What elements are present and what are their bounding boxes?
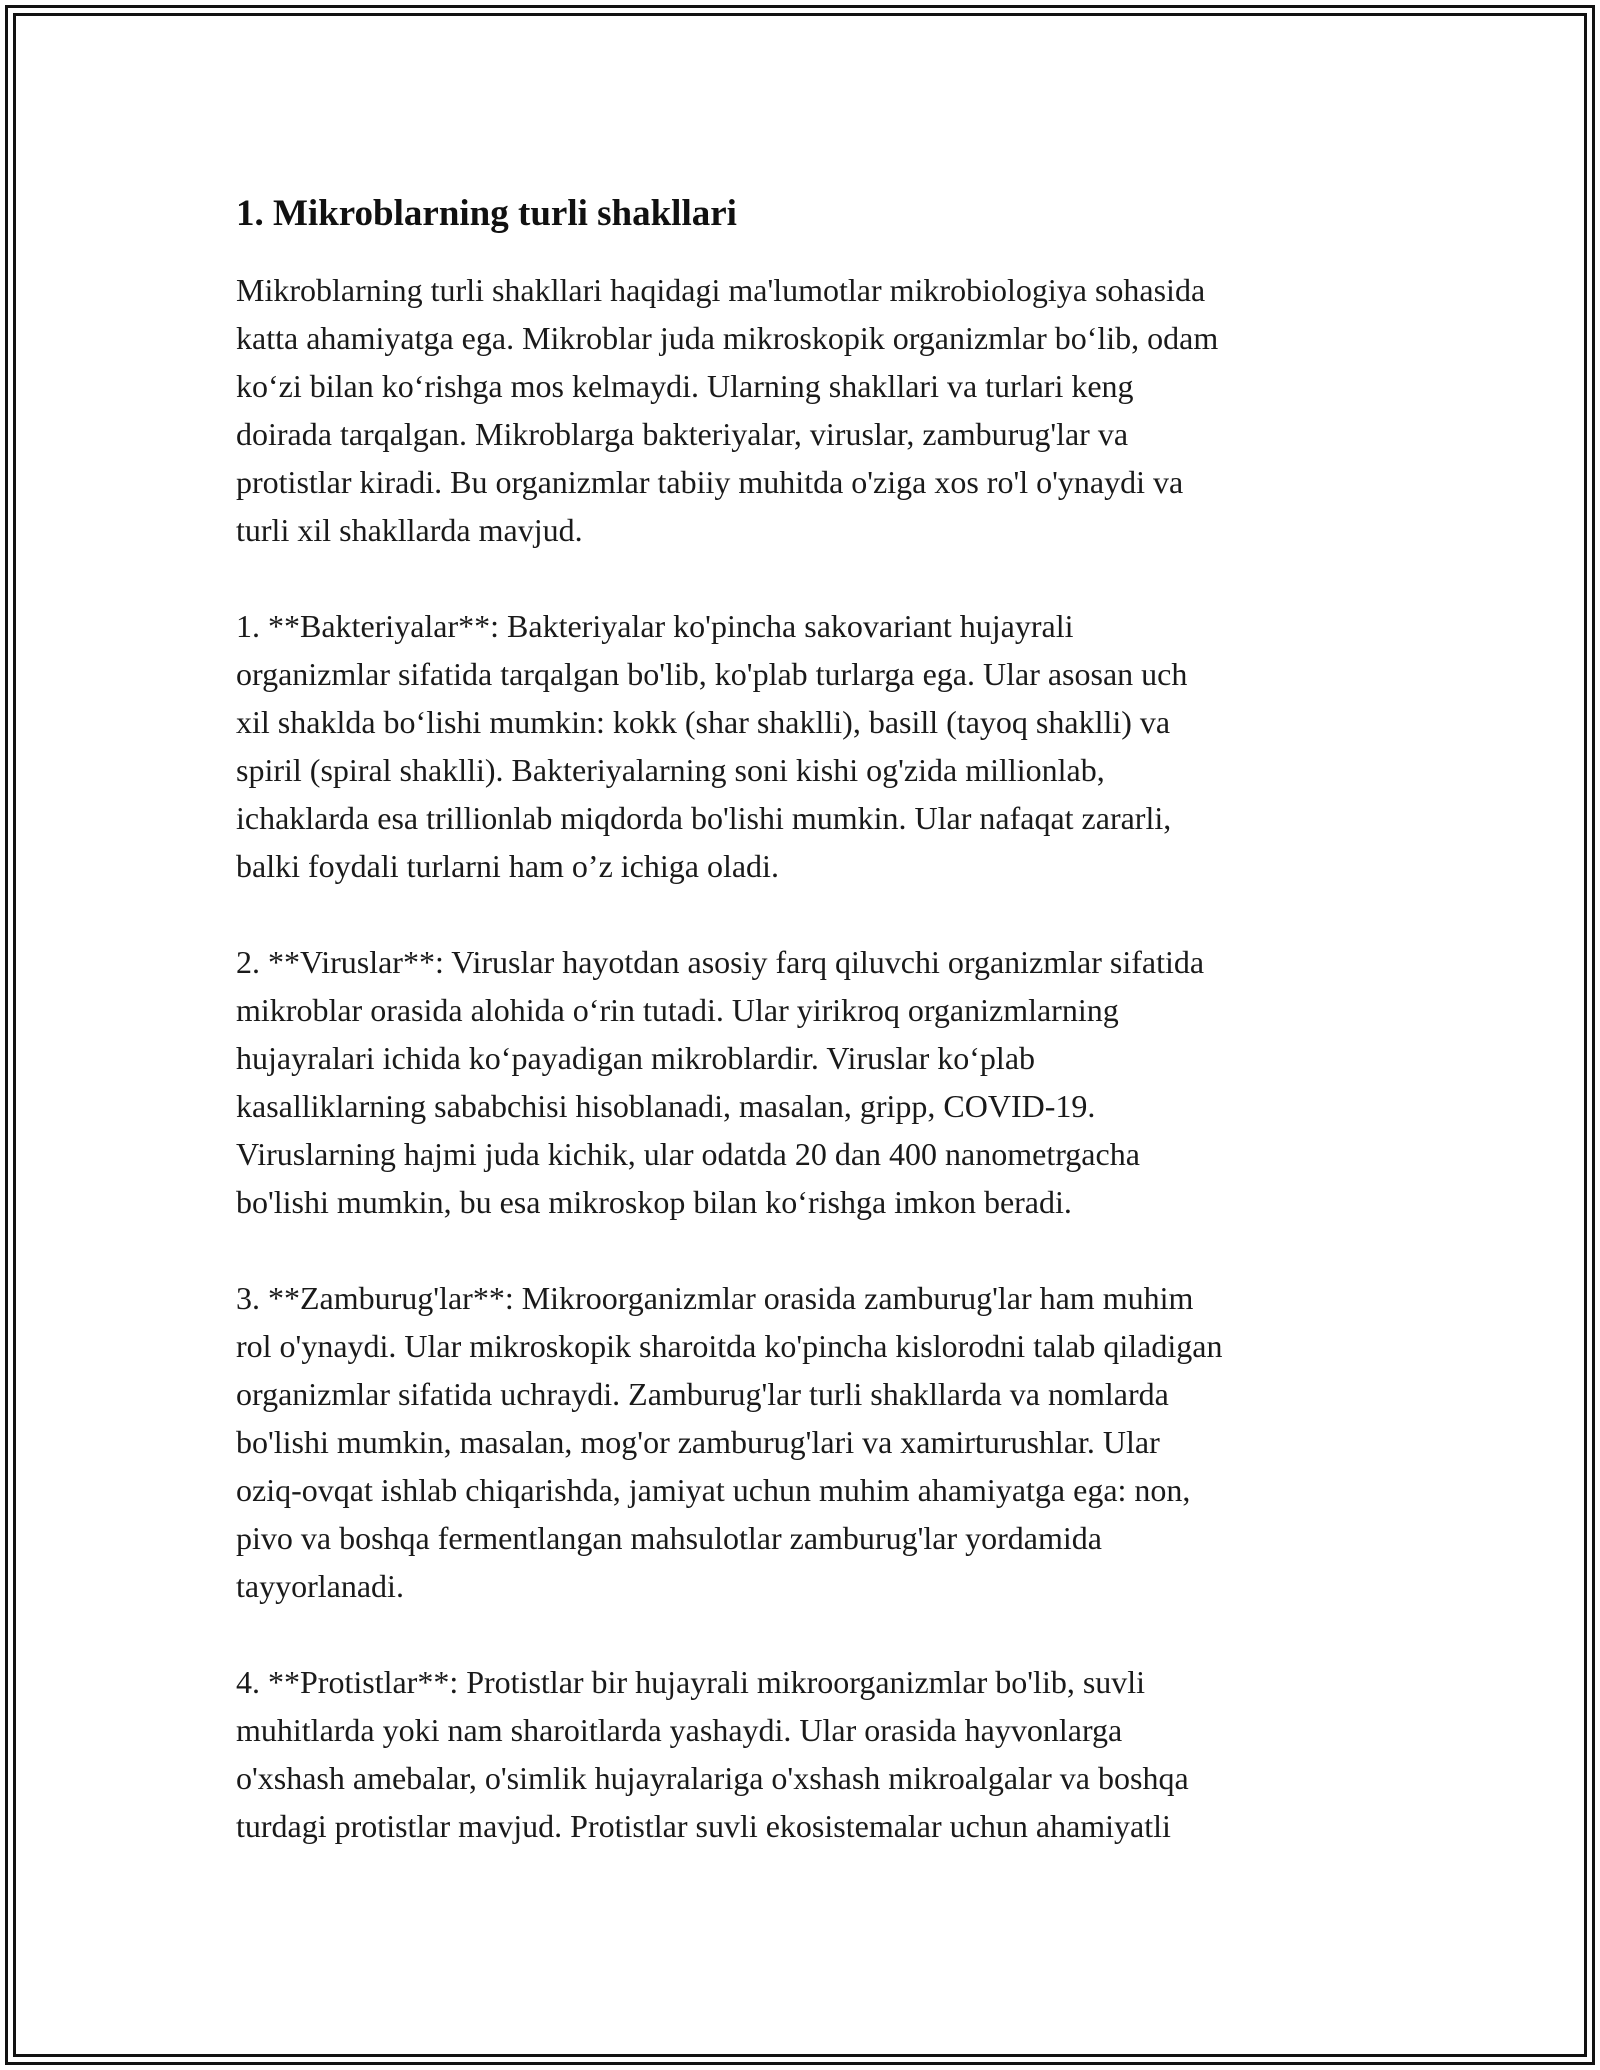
document-body bbox=[236, 186, 1376, 1850]
protists-paragraph: 4. **Protistlar**: Protistlar bir hujayrali mikroorganizmlar bo'lib, suvli muhitlarda yoki nam sharoitlarda yashaydi. Ular orasida hayvonlarga o'xshash amebalar, o'simlik hujayralariga o'xshash mikroalgalar va boshqa turdagi protistlar mavjud. Protistlar suvli ekosistemalar uchun ahamiyatli bbox=[236, 1664, 1189, 1844]
fungi-paragraph: 3. **Zamburug'lar**: Mikroorganizmlar orasida zamburug'lar ham muhim rol o'ynaydi. Ular mikroskopik sharoitda ko'pincha kislorodni talab qiladigan organizmlar sifatida uchraydi. Zamburug'lar turli shakllarda va nomlarda bo'lishi mumkin, masalan, mog'or zamburug'lari va xamirturushlar. Ular oziq-ovqat ishlab chiqarishda, jamiyat uchun muhim ahamiyatga ega: non, pivo va boshqa fermentlangan mahsulotlar zamburug'lar yordamida tayyorlanadi. bbox=[236, 1280, 1223, 1604]
paragraph-spacer bbox=[236, 1610, 1376, 1658]
paragraph-spacer bbox=[236, 1226, 1376, 1274]
paragraph-spacer bbox=[236, 890, 1376, 938]
viruses-paragraph: 2. **Viruslar**: Viruslar hayotdan asosiy farq qiluvchi organizmlar sifatida mikroblar orasida alohida o‘rin tutadi. Ular yirikroq organizmlarning hujayralari ichida ko‘payadigan mikroblardir. Viruslar ko‘plab kasalliklarning sababchisi hisoblanadi, masalan, gripp, COVID-19. Viruslarning hajmi juda kichik, ular odatda 20 dan 400 nanometrgacha bo'lishi mumkin, bu esa mikroskop bilan ko‘rishga imkon beradi. bbox=[236, 944, 1205, 1220]
section-heading: 1. Mikroblarning turli shakllari bbox=[236, 193, 737, 234]
paragraph-spacer bbox=[236, 554, 1376, 602]
intro-paragraph: Mikroblarning turli shakllari haqidagi ma'lumotlar mikrobiologiya sohasida katta ahamiyatga ega. Mikroblar juda mikroskopik organizmlar bo‘lib, odam ko‘zi bilan ko‘rishga mos kelmaydi. Ularning shakllari va turlari keng doirada tarqalgan. Mikroblarga bakteriyalar, viruslar, zamburug'lar va protistlar kiradi. Bu organizmlar tabiiy muhitda o'ziga xos ro'l o'ynaydi va turli xil shakllarda mavjud. bbox=[236, 272, 1219, 548]
bacteria-paragraph: 1. **Bakteriyalar**: Bakteriyalar ko'pincha sakovariant hujayrali organizmlar sifatida tarqalgan bo'lib, ko'plab turlarga ega. Ular asosan uch xil shaklda bo‘lishi mumkin: kokk (shar shaklli), basill (tayoq shaklli) va spiril (spiral shaklli). Bakteriyalarning soni kishi og'zida millionlab, ichaklarda esa trillionlab miqdorda bo'lishi mumkin. Ular nafaqat zararli, balki foydali turlarni ham o’z ichiga oladi. bbox=[236, 608, 1188, 884]
